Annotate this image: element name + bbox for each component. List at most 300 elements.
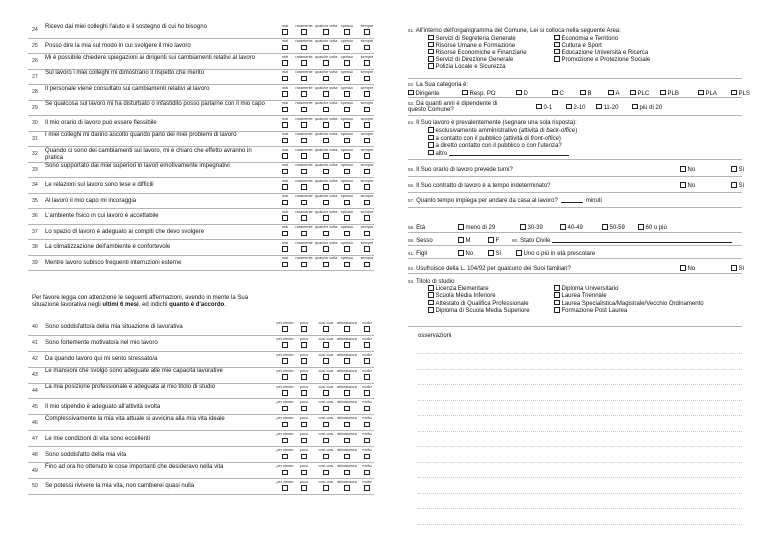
question-54 <box>408 119 577 127</box>
option-label: per niente <box>276 432 294 437</box>
question-text: Quanto tempo impiega per andare da casa al lavoro? <box>416 198 558 204</box>
choice-label: back-office <box>546 128 576 134</box>
option-label: raramente <box>295 178 313 183</box>
answer-checkbox[interactable] <box>301 374 307 380</box>
option-label: raramente <box>295 23 313 28</box>
choice-checkbox[interactable] <box>560 224 566 230</box>
option-label: molto <box>362 416 372 421</box>
answer-checkbox[interactable] <box>301 107 307 113</box>
years-option[interactable] <box>566 104 586 112</box>
answer-checkbox[interactable] <box>301 169 307 175</box>
answer-checkbox[interactable] <box>323 454 329 460</box>
answer-checkbox[interactable] <box>344 184 350 190</box>
question-row <box>28 431 374 447</box>
observations-line[interactable] <box>418 493 742 494</box>
choice-checkbox[interactable] <box>580 90 586 96</box>
question-row <box>28 225 374 241</box>
choice-checkbox[interactable] <box>554 56 560 62</box>
answer-checkbox[interactable] <box>364 231 370 237</box>
choice-checkbox[interactable] <box>458 224 464 230</box>
yes-option[interactable] <box>731 182 744 190</box>
answer-checkbox[interactable] <box>323 153 329 159</box>
answer-checkbox[interactable] <box>344 153 350 159</box>
age-option[interactable] <box>638 224 667 232</box>
answer-checkbox[interactable] <box>282 231 288 237</box>
answer-checkbox[interactable] <box>301 200 307 206</box>
answer-checkbox[interactable] <box>282 390 288 396</box>
observations-line[interactable] <box>418 400 742 401</box>
answer-checkbox[interactable] <box>323 200 329 206</box>
answer-checkbox[interactable] <box>323 422 329 428</box>
answer-option <box>315 480 337 491</box>
observations-line[interactable] <box>418 431 742 432</box>
sex-option[interactable] <box>458 237 471 245</box>
answer-checkbox[interactable] <box>344 358 350 364</box>
answer-checkbox[interactable] <box>323 485 329 491</box>
answer-checkbox[interactable] <box>323 406 329 412</box>
answer-checkbox[interactable] <box>364 60 370 66</box>
answer-checkbox[interactable] <box>364 438 370 444</box>
choice-checkbox[interactable] <box>516 90 522 96</box>
answer-checkbox[interactable] <box>282 406 288 412</box>
answer-checkbox[interactable] <box>364 29 370 35</box>
answer-option <box>315 194 337 205</box>
question-text: I miei colleghi mi danno ascolto quando parlo dei miei problemi di lavoro <box>45 132 237 139</box>
answer-checkbox[interactable] <box>282 358 288 364</box>
choice-checkbox[interactable] <box>428 300 434 306</box>
choice-label: Laurea Specialistica/Magistrale/Vecchio Ordinamento <box>561 300 704 307</box>
answer-checkbox[interactable] <box>364 326 370 332</box>
answer-checkbox[interactable] <box>323 326 329 332</box>
answer-checkbox[interactable] <box>364 138 370 144</box>
children-option[interactable] <box>488 250 501 258</box>
question-number: 31 <box>32 135 38 142</box>
answer-checkbox[interactable] <box>301 246 307 252</box>
no-option[interactable] <box>680 182 695 190</box>
answer-checkbox[interactable] <box>364 45 370 51</box>
option-label: spesso <box>340 132 354 137</box>
question-number: 25 <box>32 42 38 49</box>
option-label: molto <box>362 448 372 453</box>
answer-checkbox[interactable] <box>364 107 370 113</box>
answer-checkbox[interactable] <box>364 485 370 491</box>
question-row <box>28 415 374 431</box>
children-option[interactable] <box>458 250 473 258</box>
answer-option <box>356 480 378 491</box>
answer-checkbox[interactable] <box>301 342 307 348</box>
answer-checkbox[interactable] <box>282 91 288 97</box>
area-option[interactable] <box>428 63 506 71</box>
answer-option <box>336 24 358 35</box>
question-text: Complessivamente la mia vita attuale si avvicina alla mia vita ideale <box>45 416 225 423</box>
choice-checkbox[interactable] <box>428 63 434 69</box>
answer-checkbox[interactable] <box>323 246 329 252</box>
answer-checkbox[interactable] <box>301 485 307 491</box>
observations-line[interactable] <box>418 353 742 354</box>
question-number: 62. <box>408 266 415 271</box>
answer-checkbox[interactable] <box>282 262 288 268</box>
answer-checkbox[interactable] <box>282 438 288 444</box>
answer-checkbox[interactable] <box>364 422 370 428</box>
answer-checkbox[interactable] <box>282 138 288 144</box>
answer-option <box>293 132 315 143</box>
answer-checkbox[interactable] <box>323 374 329 380</box>
answer-checkbox[interactable] <box>364 122 370 128</box>
choice-checkbox[interactable] <box>458 237 464 243</box>
education-option[interactable] <box>554 307 627 315</box>
option-label: mai <box>281 209 289 214</box>
choice-label: 60 o più <box>645 225 667 231</box>
choice-checkbox[interactable] <box>428 307 434 313</box>
choice-checkbox[interactable] <box>458 250 464 256</box>
answer-option <box>293 55 315 66</box>
choice-checkbox[interactable] <box>428 56 434 62</box>
choice-checkbox[interactable] <box>520 224 526 230</box>
answer-checkbox[interactable] <box>323 91 329 97</box>
answer-checkbox[interactable] <box>282 215 288 221</box>
marital-status-input[interactable] <box>552 237 732 243</box>
option-label: spesso <box>340 70 354 75</box>
choice-checkbox[interactable] <box>731 182 737 188</box>
area-option[interactable] <box>554 56 650 64</box>
answer-checkbox[interactable] <box>301 231 307 237</box>
answer-checkbox[interactable] <box>301 262 307 268</box>
observations-line[interactable] <box>418 462 742 463</box>
answer-checkbox[interactable] <box>364 262 370 268</box>
choice-checkbox[interactable] <box>554 285 560 291</box>
no-option[interactable] <box>680 265 695 273</box>
question-row <box>28 256 374 272</box>
answer-checkbox[interactable] <box>282 29 288 35</box>
answer-checkbox[interactable] <box>301 470 307 476</box>
observations-line[interactable] <box>418 508 742 509</box>
fill-in-line[interactable] <box>449 150 569 156</box>
answer-checkbox[interactable] <box>344 122 350 128</box>
option-label: raramente <box>295 54 313 59</box>
answer-checkbox[interactable] <box>364 153 370 159</box>
answer-option <box>315 400 337 411</box>
observations-line[interactable] <box>418 524 742 525</box>
choice-checkbox[interactable] <box>428 285 434 291</box>
answer-checkbox[interactable] <box>364 454 370 460</box>
answer-option <box>336 369 358 380</box>
answer-checkbox[interactable] <box>323 107 329 113</box>
answer-checkbox[interactable] <box>344 45 350 51</box>
answer-checkbox[interactable] <box>323 169 329 175</box>
answer-checkbox[interactable] <box>301 215 307 221</box>
choice-label: esclusivamente amministrativo (attività di <box>435 128 547 134</box>
observations-line[interactable] <box>418 477 742 478</box>
answer-option <box>293 101 315 112</box>
answer-checkbox[interactable] <box>344 76 350 82</box>
answer-checkbox[interactable] <box>364 246 370 252</box>
answer-checkbox[interactable] <box>301 45 307 51</box>
answer-checkbox[interactable] <box>301 91 307 97</box>
answer-checkbox[interactable] <box>364 215 370 221</box>
answer-checkbox[interactable] <box>282 454 288 460</box>
question-number: 46 <box>32 419 38 426</box>
answer-checkbox[interactable] <box>282 485 288 491</box>
answer-checkbox[interactable] <box>364 91 370 97</box>
answer-checkbox[interactable] <box>323 138 329 144</box>
education-option[interactable] <box>428 307 530 315</box>
answer-checkbox[interactable] <box>301 438 307 444</box>
answer-checkbox[interactable] <box>282 422 288 428</box>
unit-label: minuti <box>585 198 602 204</box>
answer-checkbox[interactable] <box>301 138 307 144</box>
answer-checkbox[interactable] <box>323 122 329 128</box>
choice-checkbox[interactable] <box>731 166 737 172</box>
choice-checkbox[interactable] <box>602 224 608 230</box>
answer-checkbox[interactable] <box>282 76 288 82</box>
observations-line[interactable] <box>418 415 742 416</box>
answer-checkbox[interactable] <box>344 374 350 380</box>
option-label: mai <box>281 116 289 121</box>
choice-checkbox[interactable] <box>554 307 560 313</box>
answer-checkbox[interactable] <box>301 153 307 159</box>
answer-checkbox[interactable] <box>364 374 370 380</box>
answer-checkbox[interactable] <box>323 358 329 364</box>
answer-checkbox[interactable] <box>344 454 350 460</box>
answer-checkbox[interactable] <box>301 60 307 66</box>
option-label: qualche volta <box>315 240 338 245</box>
answer-checkbox[interactable] <box>344 231 350 237</box>
answer-checkbox[interactable] <box>364 406 370 412</box>
choice-checkbox[interactable] <box>408 90 414 96</box>
years-option[interactable] <box>632 104 662 112</box>
choice-label: a contatto con il pubblico (attività di <box>435 135 531 142</box>
answer-checkbox[interactable] <box>301 76 307 82</box>
answer-checkbox[interactable] <box>344 107 350 113</box>
option-label: qualche volta <box>315 85 338 90</box>
answer-option <box>293 337 315 348</box>
answer-checkbox[interactable] <box>344 422 350 428</box>
choice-checkbox[interactable] <box>731 265 737 271</box>
answer-checkbox[interactable] <box>344 200 350 206</box>
answer-checkbox[interactable] <box>344 470 350 476</box>
answer-checkbox[interactable] <box>323 184 329 190</box>
choice-checkbox[interactable] <box>554 42 560 48</box>
answer-checkbox[interactable] <box>344 246 350 252</box>
answer-checkbox[interactable] <box>301 326 307 332</box>
choice-label: altro <box>435 150 448 157</box>
answer-checkbox[interactable] <box>344 438 350 444</box>
choice-checkbox[interactable] <box>554 300 560 306</box>
choice-checkbox[interactable] <box>596 104 602 110</box>
option-label: qualche volta <box>315 147 338 152</box>
choice-checkbox[interactable] <box>428 292 434 298</box>
answer-checkbox[interactable] <box>323 342 329 348</box>
answer-checkbox[interactable] <box>282 122 288 128</box>
choice-checkbox[interactable] <box>554 49 560 55</box>
answer-checkbox[interactable] <box>301 122 307 128</box>
answer-checkbox[interactable] <box>323 470 329 476</box>
observations-line[interactable] <box>418 384 742 385</box>
answer-checkbox[interactable] <box>344 390 350 396</box>
answer-checkbox[interactable] <box>364 76 370 82</box>
answer-checkbox[interactable] <box>323 438 329 444</box>
observations-line[interactable] <box>418 446 742 447</box>
question-row <box>28 85 374 101</box>
answer-checkbox[interactable] <box>323 231 329 237</box>
choice-checkbox[interactable] <box>536 104 542 110</box>
answer-checkbox[interactable] <box>344 91 350 97</box>
observations-line[interactable] <box>418 369 742 370</box>
choice-checkbox[interactable] <box>488 237 494 243</box>
answer-checkbox[interactable] <box>344 29 350 35</box>
sex-option[interactable] <box>488 237 499 245</box>
option-label: sempre <box>360 116 374 121</box>
answer-checkbox[interactable] <box>282 169 288 175</box>
question-text: Sono fortemente motivato/a nel mio lavoro <box>45 340 158 347</box>
choice-checkbox[interactable] <box>428 135 434 141</box>
answer-checkbox[interactable] <box>282 184 288 190</box>
age-option[interactable] <box>602 224 625 232</box>
choice-checkbox[interactable] <box>428 35 434 41</box>
answer-checkbox[interactable] <box>364 200 370 206</box>
answer-checkbox[interactable] <box>282 45 288 51</box>
children-option[interactable] <box>516 250 595 258</box>
answer-checkbox[interactable] <box>301 29 307 35</box>
choice-checkbox[interactable] <box>638 224 644 230</box>
choice-checkbox[interactable] <box>428 142 434 148</box>
answer-option <box>336 117 358 128</box>
years-option[interactable] <box>536 104 552 112</box>
answer-checkbox[interactable] <box>344 215 350 221</box>
years-option[interactable] <box>596 104 618 112</box>
answer-checkbox[interactable] <box>323 29 329 35</box>
choice-checkbox[interactable] <box>516 250 522 256</box>
question-separator <box>408 159 742 160</box>
choice-checkbox[interactable] <box>680 166 686 172</box>
answer-checkbox[interactable] <box>323 45 329 51</box>
choice-checkbox[interactable] <box>552 90 558 96</box>
choice-checkbox[interactable] <box>566 104 572 110</box>
answer-checkbox[interactable] <box>282 200 288 206</box>
answer-checkbox[interactable] <box>364 470 370 476</box>
answer-option <box>356 353 378 364</box>
answer-checkbox[interactable] <box>282 342 288 348</box>
answer-option <box>356 321 378 332</box>
answer-checkbox[interactable] <box>344 262 350 268</box>
choice-checkbox[interactable] <box>731 90 737 96</box>
answer-checkbox[interactable] <box>282 153 288 159</box>
answer-checkbox[interactable] <box>282 470 288 476</box>
answer-checkbox[interactable] <box>344 406 350 412</box>
question-text: Il personale viene consultato sui cambiamenti relativi al lavoro <box>45 85 210 92</box>
choice-checkbox[interactable] <box>630 90 636 96</box>
answer-checkbox[interactable] <box>282 107 288 113</box>
answer-checkbox[interactable] <box>282 326 288 332</box>
answer-checkbox[interactable] <box>282 246 288 252</box>
choice-checkbox[interactable] <box>428 49 434 55</box>
answer-checkbox[interactable] <box>344 342 350 348</box>
yes-option[interactable] <box>731 265 744 273</box>
choice-label: Sì <box>738 167 745 173</box>
answer-checkbox[interactable] <box>344 485 350 491</box>
intro-text: . <box>224 302 226 309</box>
answer-checkbox[interactable] <box>282 374 288 380</box>
choice-checkbox[interactable] <box>632 104 638 110</box>
answer-checkbox[interactable] <box>323 60 329 66</box>
answer-option <box>336 101 358 112</box>
answer-option <box>356 179 378 190</box>
answer-checkbox[interactable] <box>323 76 329 82</box>
choice-checkbox[interactable] <box>680 265 686 271</box>
choice-checkbox[interactable] <box>698 90 704 96</box>
answer-checkbox[interactable] <box>323 390 329 396</box>
answer-option <box>336 163 358 174</box>
answer-option <box>356 55 378 66</box>
answer-option <box>293 70 315 81</box>
answer-checkbox[interactable] <box>364 342 370 348</box>
answer-checkbox[interactable] <box>364 358 370 364</box>
answer-checkbox[interactable] <box>344 138 350 144</box>
work-option[interactable] <box>428 150 569 158</box>
choice-checkbox[interactable] <box>488 250 494 256</box>
choice-checkbox[interactable] <box>660 90 666 96</box>
question-separator <box>408 115 742 116</box>
age-option[interactable] <box>458 224 495 232</box>
choice-checkbox[interactable] <box>608 90 614 96</box>
option-label: sempre <box>360 225 374 230</box>
question-text: Il Suo lavoro è prevalentemente (segnare una sola risposta): <box>416 120 577 126</box>
choice-label: front-office <box>530 135 559 142</box>
no-option[interactable] <box>680 166 695 174</box>
answer-checkbox[interactable] <box>301 454 307 460</box>
minutes-input[interactable] <box>561 197 583 203</box>
question-number: 39 <box>32 259 38 266</box>
answer-checkbox[interactable] <box>301 390 307 396</box>
yes-option[interactable] <box>731 166 744 174</box>
age-option[interactable] <box>520 224 543 232</box>
answer-checkbox[interactable] <box>301 422 307 428</box>
answer-checkbox[interactable] <box>344 60 350 66</box>
option-label: mai <box>281 70 289 75</box>
choice-checkbox[interactable] <box>462 90 468 96</box>
answer-checkbox[interactable] <box>282 60 288 66</box>
choice-label: 30-39 <box>527 225 543 231</box>
choice-label: No <box>465 251 474 257</box>
question-number: 26 <box>32 58 38 65</box>
question-text: Stato Civile <box>520 238 551 244</box>
choice-checkbox[interactable] <box>428 42 434 48</box>
option-label: raramente <box>295 147 313 152</box>
answer-checkbox[interactable] <box>364 184 370 190</box>
option-label: sempre <box>360 163 374 168</box>
choice-checkbox[interactable] <box>428 150 434 156</box>
answer-checkbox[interactable] <box>301 184 307 190</box>
choice-checkbox[interactable] <box>554 292 560 298</box>
answer-checkbox[interactable] <box>344 326 350 332</box>
choice-label: Attestato di Qualifica Professionale <box>435 300 529 307</box>
answer-option <box>293 86 315 97</box>
answer-checkbox[interactable] <box>323 215 329 221</box>
answer-checkbox[interactable] <box>301 358 307 364</box>
choice-checkbox[interactable] <box>428 127 434 133</box>
answer-checkbox[interactable] <box>364 390 370 396</box>
option-label: qualche volta <box>315 23 338 28</box>
answer-checkbox[interactable] <box>364 169 370 175</box>
answer-checkbox[interactable] <box>323 262 329 268</box>
answer-checkbox[interactable] <box>301 406 307 412</box>
question-text: Il mio orario di lavoro può essere flessibile <box>45 120 157 127</box>
answer-checkbox[interactable] <box>344 169 350 175</box>
choice-checkbox[interactable] <box>680 182 686 188</box>
question-row <box>28 163 374 179</box>
age-option[interactable] <box>560 224 583 232</box>
choice-checkbox[interactable] <box>554 35 560 41</box>
